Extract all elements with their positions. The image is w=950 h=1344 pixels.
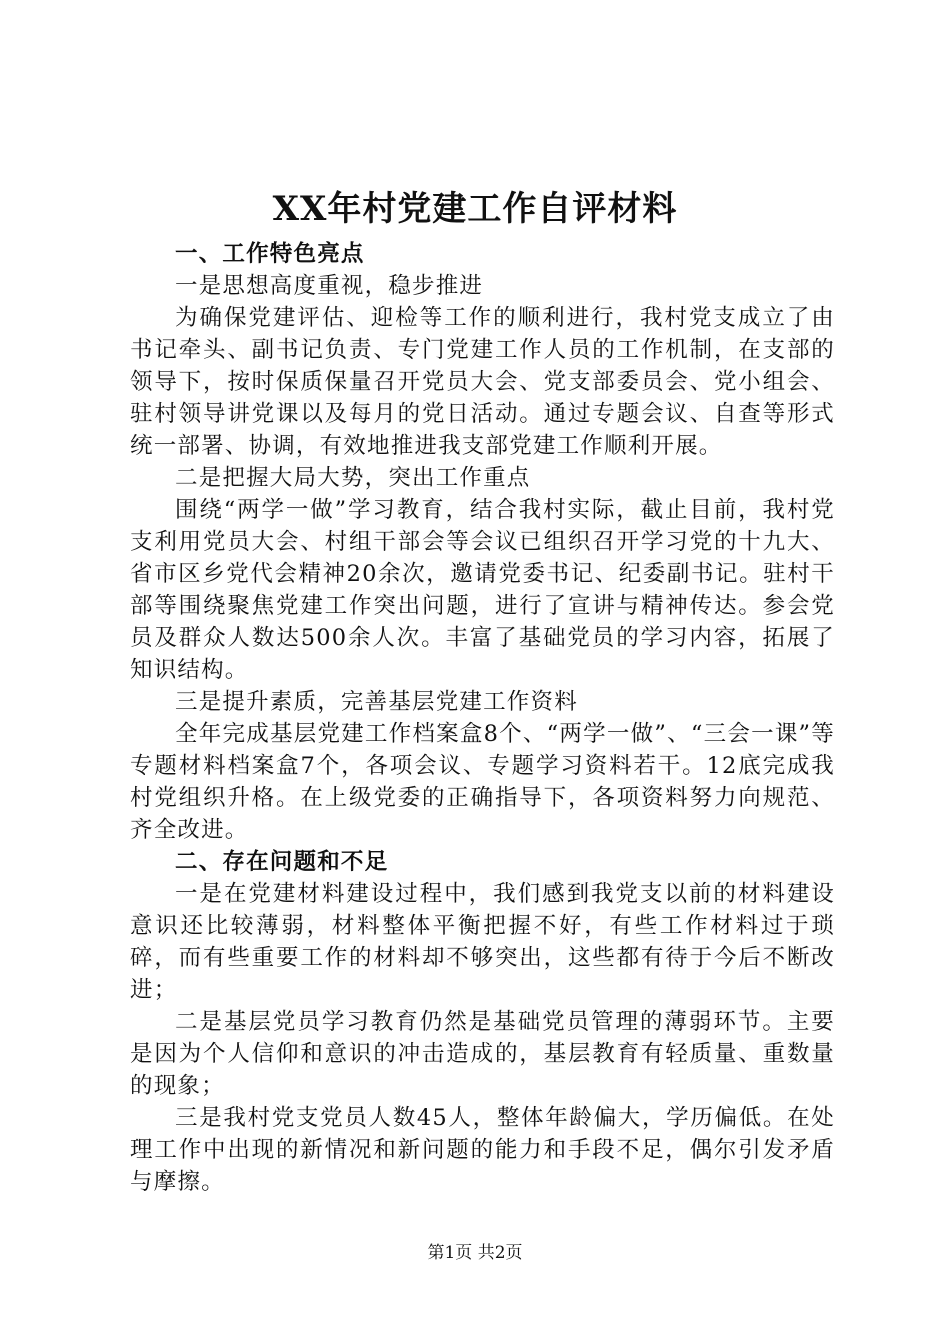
- paragraph-1-1: 为确保党建评估、迎检等工作的顺利进行，我村党支成立了由书记牵头、副书记负责、专门党建工作人员的工作机制，在支部的领导下，按时保质保量召开党员大会、党支部委员会、党小组会、驻村领导讲党课以及每月的党日活动。通过专题会议、自查等形式统一部署、协调，有效地推进我支部党建工作顺利开展。: [130, 305, 835, 459]
- subheading-1-3: 三是提升素质，完善基层党建工作资料: [175, 689, 578, 715]
- paragraph-1-2: 围绕“两学一做”学习教育，结合我村实际，截止目前，我村党支利用党员大会、村组干部会等会议已组织召开学习党的十九大、省市区乡党代会精神20余次，邀请党委书记、纪委副书记。驻村干部等围绕聚焦党建工作突出问题，进行了宣讲与精神传达。参会党员及群众人数达500余人次。丰富了基础党员的学习内容，拓展了知识结构。: [130, 497, 835, 683]
- paragraph-2-1: 一是在党建材料建设过程中，我们感到我党支以前的材料建设意识还比较薄弱，材料整体平衡把握不好，有些工作材料过于琐碎，而有些重要工作的材料却不够突出，这些都有待于今后不断改进；: [130, 881, 835, 1003]
- paragraph-1-3: 全年完成基层党建工作档案盒8个、“两学一做”、“三会一课”等专题材料档案盒7个，各项会议、专题学习资料若干。12底完成我村党组织升格。在上级党委的正确指导下，各项资料努力向规范、齐全改进。: [130, 721, 835, 843]
- page-footer: 第1页 共2页: [427, 1243, 523, 1263]
- paragraph-2-2: 二是基层党员学习教育仍然是基础党员管理的薄弱环节。主要是因为个人信仰和意识的冲击造成的，基层教育有轻质量、重数量的现象；: [130, 1009, 835, 1099]
- document-title: XX年村党建工作自评材料: [272, 189, 678, 229]
- subheading-1-1: 一是思想高度重视，稳步推进: [175, 273, 484, 299]
- section-heading-2: 二、存在问题和不足: [175, 849, 389, 875]
- section-heading-1: 一、工作特色亮点: [175, 241, 365, 267]
- subheading-1-2: 二是把握大局大势，突出工作重点: [175, 465, 531, 491]
- document-body: [130, 238, 835, 1198]
- paragraph-2-3: 三是我村党支党员人数45人，整体年龄偏大，学历偏低。在处理工作中出现的新情况和新问题的能力和手段不足，偶尔引发矛盾与摩擦。: [130, 1105, 835, 1195]
